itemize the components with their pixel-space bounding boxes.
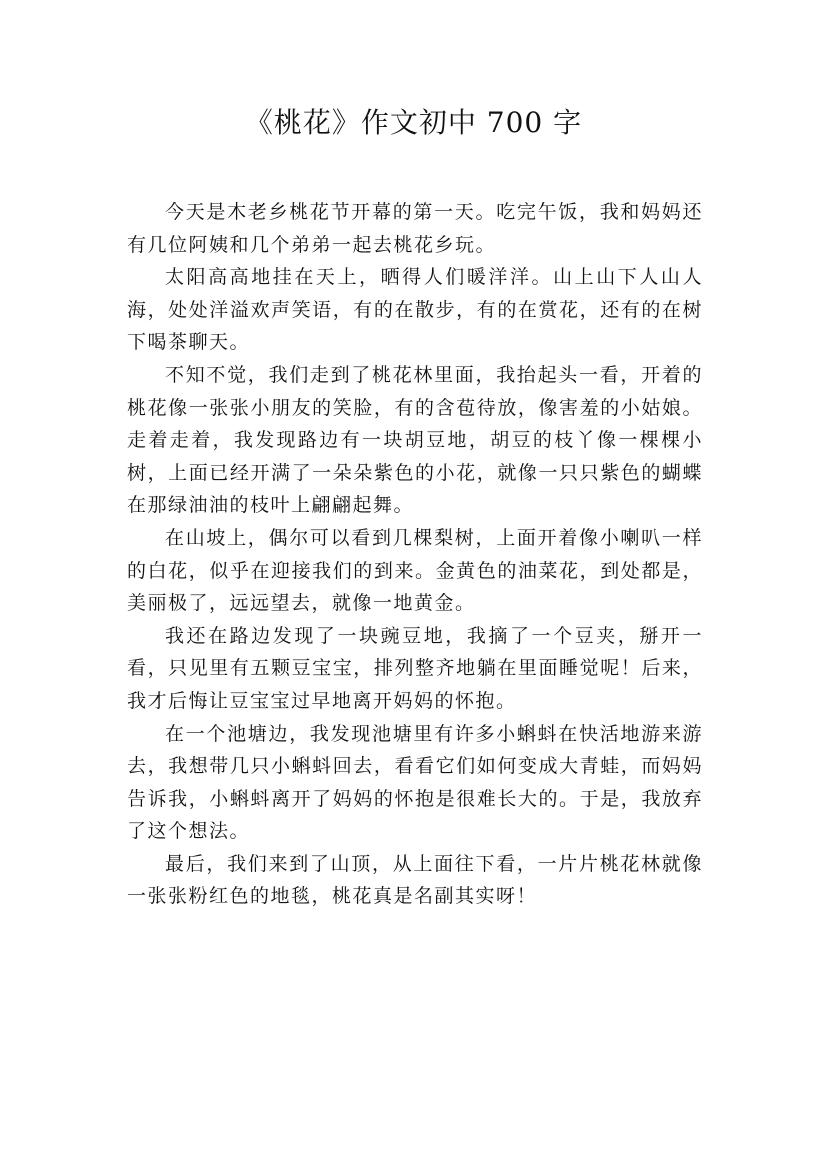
paragraph: 在山坡上，偶尔可以看到几棵梨树，上面开着像小喇叭一样的白花，似乎在迎接我们的到来。金黄色的油菜花，到处都是，美丽极了，远远望去，就像一地黄金。: [127, 526, 703, 615]
paragraph: 在一个池塘边，我发现池塘里有许多小蝌蚪在快活地游来游去，我想带几只小蝌蚪回去，看看它们如何变成大青蛙，而妈妈告诉我，小蝌蚪离开了妈妈的怀抱是很难长大的。于是，我放弃了这个想法。: [127, 722, 703, 843]
document-body: [127, 196, 703, 913]
paragraph: 我还在路边发现了一块豌豆地，我摘了一个豆夹，掰开一看，只见里有五颗豆宝宝，排列整齐地躺在里面睡觉呢！后来，我才后悔让豆宝宝过早地离开妈妈的怀抱。: [127, 624, 703, 712]
document-title: 《桃花》作文初中 700 字: [244, 106, 583, 139]
paragraph: 今天是木老乡桃花节开幕的第一天。吃完午饭，我和妈妈还有几位阿姨和几个弟弟一起去桃花乡玩。: [127, 201, 703, 256]
paragraph: 最后，我们来到了山顶，从上面往下看，一片片桃花林就像一张张粉红色的地毯，桃花真是名副其实呀！: [127, 852, 703, 908]
paragraph: 太阳高高地挂在天上，晒得人们暖洋洋。山上山下人山人海，处处洋溢欢声笑语，有的在散步，有的在赏花，还有的在树下喝茶聊天。: [127, 266, 703, 354]
paragraph: 不知不觉，我们走到了桃花林里面，我抬起头一看，开着的桃花像一张张小朋友的笑脸，有的含苞待放，像害羞的小姑娘。走着走着，我发现路边有一块胡豆地，胡豆的枝丫像一棵棵小树，上面已经开满了一朵朵紫色的小花，就像一只只紫色的蝴蝶在那绿油油的枝叶上翩翩起舞。: [127, 363, 703, 517]
